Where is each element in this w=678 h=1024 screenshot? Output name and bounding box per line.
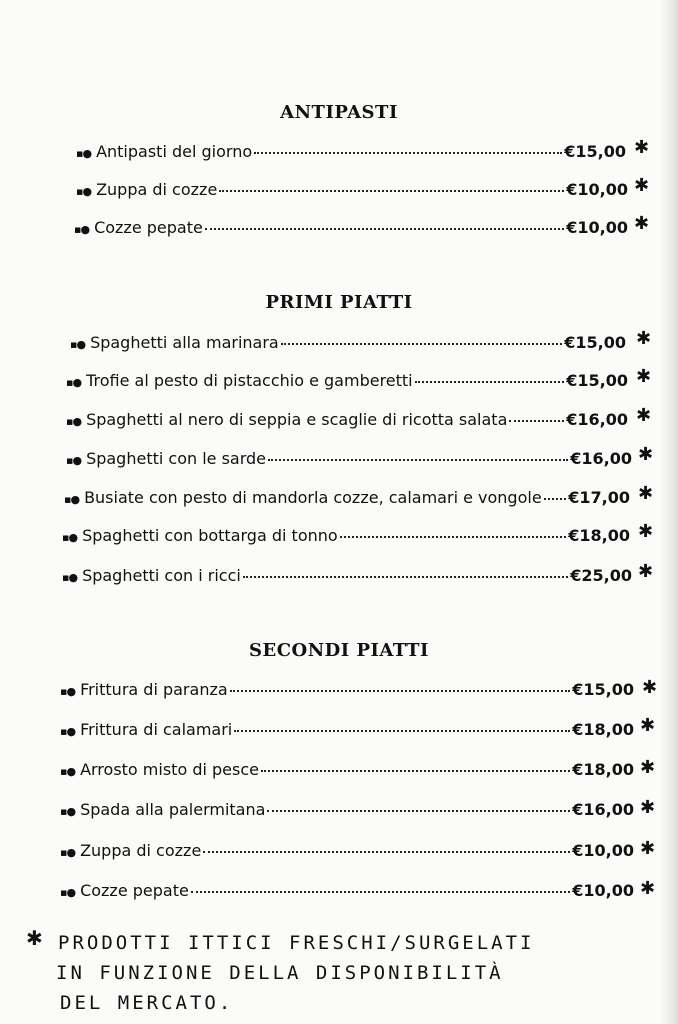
menu-item [66, 410, 628, 434]
footnote-line: DEL MERCATO. [60, 992, 234, 1014]
bullet-icon: ▪● [60, 685, 76, 698]
dot-leader [415, 381, 565, 383]
asterisk-icon: ✱ [26, 926, 43, 950]
item-price: €15,00 [564, 142, 626, 161]
menu-item [60, 800, 634, 824]
bullet-icon: ▪● [60, 725, 76, 738]
section-title-antipasti: ANTIPASTI [280, 102, 398, 123]
asterisk-icon: ✱ [640, 878, 656, 899]
item-name: Cozze pepate [94, 218, 203, 237]
bullet-icon: ▪● [74, 223, 90, 236]
item-price: €10,00 [566, 180, 628, 199]
item-name: Zuppa di cozze [80, 841, 202, 860]
asterisk-icon: ✱ [638, 483, 654, 504]
page-edge-shadow [660, 0, 678, 1024]
bullet-icon: ▪● [64, 493, 80, 506]
handwritten-footnote [30, 928, 535, 1018]
bullet-icon: ▪● [76, 185, 92, 198]
item-price: €15,00 [572, 680, 634, 699]
asterisk-icon: ✱ [640, 757, 656, 778]
section-title-primi-piatti: PRIMI PIATTI [265, 292, 413, 313]
menu-item [62, 566, 632, 590]
item-price: €17,00 [568, 488, 630, 507]
menu-item [66, 371, 628, 395]
item-name: Trofie al pesto di pistacchio e gamberetti [86, 371, 413, 390]
bullet-icon: ▪● [66, 454, 82, 467]
bullet-icon: ▪● [66, 376, 82, 389]
dot-leader [544, 498, 567, 500]
asterisk-icon: ✱ [634, 213, 650, 234]
menu-item [60, 881, 634, 905]
item-name: Arrosto misto di pesce [80, 760, 259, 779]
menu-item [74, 218, 628, 242]
bullet-icon: ▪● [60, 846, 76, 859]
dot-leader [268, 459, 568, 461]
bullet-icon: ▪● [62, 531, 78, 544]
item-price: €10,00 [566, 218, 628, 237]
dot-leader [230, 690, 571, 692]
item-name: Antipasti del giorno [96, 142, 253, 161]
footnote-line: IN FUNZIONE DELLA DISPONIBILITÀ [56, 962, 504, 984]
asterisk-icon: ✱ [636, 366, 652, 387]
menu-item [62, 526, 630, 550]
item-name: Spaghetti alla marinara [90, 333, 279, 352]
dot-leader [243, 576, 568, 578]
asterisk-icon: ✱ [636, 405, 652, 426]
item-price: €15,00 [566, 371, 628, 390]
asterisk-icon: ✱ [640, 838, 656, 859]
item-name: Spaghetti con bottarga di tonno [82, 526, 338, 545]
item-name: Frittura di calamari [80, 720, 233, 739]
menu-item [60, 720, 634, 744]
bullet-icon: ▪● [60, 765, 76, 778]
item-price: €25,00 [570, 566, 632, 585]
menu-item [70, 333, 626, 357]
bullet-icon: ▪● [62, 571, 78, 584]
item-name: Spada alla palermitana [80, 800, 266, 819]
dot-leader [261, 770, 570, 772]
dot-leader [234, 730, 570, 732]
bullet-icon: ▪● [60, 886, 76, 899]
asterisk-icon: ✱ [642, 677, 658, 698]
asterisk-icon: ✱ [638, 561, 654, 582]
dot-leader [219, 190, 564, 192]
item-price: €18,00 [572, 760, 634, 779]
item-name: Spaghetti al nero di seppia e scaglie di ricotta salata [86, 410, 508, 429]
asterisk-icon: ✱ [640, 715, 656, 736]
menu-item [60, 760, 634, 784]
asterisk-icon: ✱ [634, 175, 650, 196]
menu-item [60, 841, 634, 865]
item-name: Spaghetti con le sarde [86, 449, 267, 468]
asterisk-icon: ✱ [636, 328, 652, 349]
section-title-secondi-piatti: SECONDI PIATTI [249, 640, 429, 661]
dot-leader [340, 536, 567, 538]
item-price: €16,00 [566, 410, 628, 429]
item-name: Zuppa di cozze [96, 180, 218, 199]
item-name: Cozze pepate [80, 881, 189, 900]
item-price: €15,00 [564, 333, 626, 352]
menu-item [76, 142, 626, 166]
item-price: €10,00 [572, 841, 634, 860]
asterisk-icon: ✱ [640, 797, 656, 818]
footnote-line: PRODOTTI ITTICI FRESCHI/SURGELATI [58, 932, 535, 954]
dot-leader [254, 152, 562, 154]
dot-leader [203, 851, 570, 853]
asterisk-icon: ✱ [638, 444, 654, 465]
dot-leader [191, 891, 570, 893]
bullet-icon: ▪● [66, 415, 82, 428]
menu-item [60, 680, 634, 704]
dot-leader [509, 420, 564, 422]
item-name: Frittura di paranza [80, 680, 228, 699]
dot-leader [205, 228, 564, 230]
item-price: €18,00 [568, 526, 630, 545]
item-name: Spaghetti con i ricci [82, 566, 241, 585]
item-price: €16,00 [570, 449, 632, 468]
item-price: €16,00 [572, 800, 634, 819]
menu-item [64, 488, 630, 512]
bullet-icon: ▪● [60, 805, 76, 818]
item-price: €10,00 [572, 881, 634, 900]
item-price: €18,00 [572, 720, 634, 739]
menu-item [66, 449, 632, 473]
asterisk-icon: ✱ [634, 137, 650, 158]
bullet-icon: ▪● [70, 338, 86, 351]
menu-item [76, 180, 628, 204]
dot-leader [281, 343, 563, 345]
dot-leader [267, 810, 570, 812]
bullet-icon: ▪● [76, 147, 92, 160]
asterisk-icon: ✱ [638, 521, 654, 542]
item-name: Busiate con pesto di mandorla cozze, calamari e vongole [84, 488, 542, 507]
